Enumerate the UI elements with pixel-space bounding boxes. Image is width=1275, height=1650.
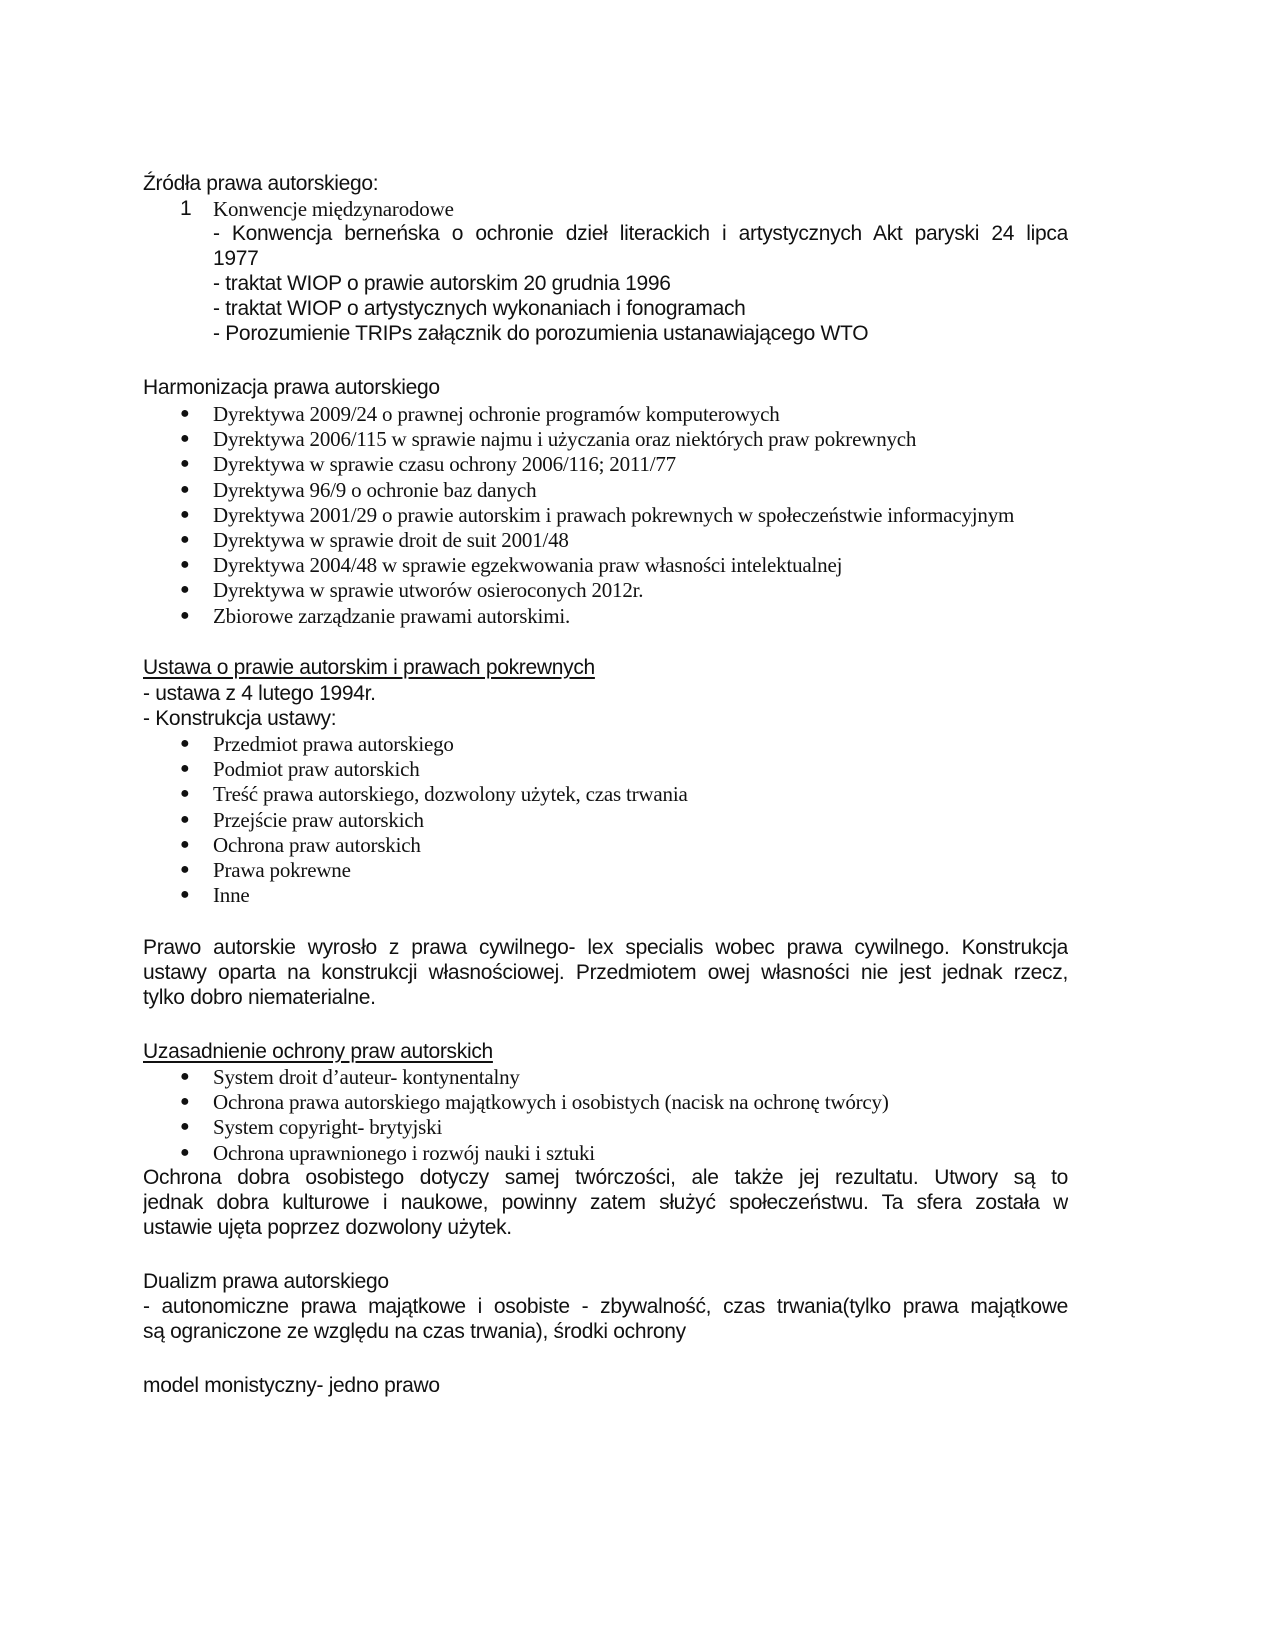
list-item: Ochrona prawa autorskiego majątkowych i osobistych (nacisk na ochronę twórcy) [213, 1090, 889, 1115]
paragraph-line: jednak dobra kulturowe i naukowe, powinny zatem służyć społeczeństwu. Ta sfera została w [143, 1191, 1068, 1214]
list-item: Dyrektywa 2009/24 o prawnej ochronie programów komputerowych [213, 402, 780, 426]
bullet-icon: ● [180, 760, 190, 778]
bullet-icon: ● [180, 556, 190, 574]
list-item: Inne [213, 883, 250, 908]
list-item: Dyrektywa w sprawie droit de suit 2001/48 [213, 528, 569, 552]
list-item: Prawa pokrewne [213, 858, 351, 882]
bullet-icon: ● [180, 505, 190, 523]
section-heading-justification: Uzasadnienie ochrony praw autorskich [143, 1040, 493, 1063]
bullet-icon: ● [180, 1068, 190, 1085]
list-number: 1 [180, 197, 192, 220]
list-item: Przejście praw autorskich [213, 807, 424, 832]
bullet-icon: ● [180, 810, 190, 828]
list-item: Zbiorowe zarządzanie prawami autorskimi. [213, 603, 571, 628]
list-item: Ochrona praw autorskich [213, 832, 421, 857]
list-item: Dyrektywa 96/9 o ochronie baz danych [213, 477, 537, 502]
list-item: Treść prawa autorskiego, dozwolony użytek, czas trwania [213, 782, 688, 807]
list-item: Przedmiot prawa autorskiego [213, 732, 454, 756]
bullet-icon: ● [180, 405, 190, 422]
text-line: są ograniczone ze względu na czas trwania), środki ochrony [143, 1320, 686, 1343]
paragraph-line: ustawy oparta na konstrukcji własnościowej. Przedmiotem owej własności nie jest jednak rzecz, [143, 961, 1068, 984]
list-item: System copyright- brytyjski [213, 1115, 443, 1140]
list-item: Dyrektywa 2006/115 w sprawie najmu i użyczania oraz niektórych praw pokrewnych [213, 427, 917, 452]
paragraph-line: tylko dobro niematerialne. [143, 986, 376, 1009]
bullet-icon: ● [180, 886, 190, 904]
paragraph-line: Ochrona dobra osobistego dotyczy samej twórczości, ale także jej rezultatu. Utwory są to [143, 1166, 1068, 1189]
text-line: - ustawa z 4 lutego 1994r. [143, 682, 376, 705]
text-line-monistic: model monistyczny- jedno prawo [143, 1374, 440, 1397]
list-item: Podmiot praw autorskich [213, 757, 420, 782]
text-line: - traktat WIOP o prawie autorskim 20 grudnia 1996 [213, 272, 671, 295]
text-line: - Konstrukcja ustawy: [143, 707, 337, 730]
list-item: Dyrektywa 2001/29 o prawie autorskim i prawach pokrewnych w społeczeństwie informacyjnym [213, 502, 1015, 527]
bullet-icon: ● [180, 835, 190, 853]
bullet-icon: ● [180, 455, 190, 473]
bullet-icon: ● [180, 861, 190, 878]
bullet-icon: ● [180, 430, 190, 448]
section-heading-harmonization: Harmonizacja prawa autorskiego [143, 376, 440, 399]
bullet-icon: ● [180, 1118, 190, 1136]
paragraph-line: Prawo autorskie wyrosło z prawa cywilnego- lex specialis wobec prawa cywilnego. Konstrukcja [143, 936, 1068, 959]
section-heading-act: Ustawa o prawie autorskim i prawach pokrewnych [143, 656, 595, 679]
text-line: - traktat WIOP o artystycznych wykonaniach i fonogramach [213, 297, 746, 320]
list-item-title: Konwencje międzynarodowe [213, 197, 454, 221]
text-line: 1977 [213, 247, 259, 270]
list-item: Dyrektywa 2004/48 w sprawie egzekwowania praw własności intelektualnej [213, 553, 843, 578]
bullet-icon: ● [180, 606, 190, 624]
list-item: Ochrona uprawnionego i rozwój nauki i sztuki [213, 1140, 595, 1165]
bullet-icon: ● [180, 1093, 190, 1111]
bullet-icon: ● [180, 531, 190, 548]
list-item: Dyrektywa w sprawie czasu ochrony 2006/116; 2011/77 [213, 452, 676, 477]
section-heading-sources: Źródła prawa autorskiego: [143, 172, 379, 195]
text-line: - Konwencja berneńska o ochronie dzieł literackich i artystycznych Akt paryski 24 lipca [213, 222, 1068, 245]
paragraph-line: ustawie ujęta poprzez dozwolony użytek. [143, 1216, 512, 1239]
list-item: Dyrektywa w sprawie utworów osieroconych 2012r. [213, 578, 644, 603]
text-line: - autonomiczne prawa majątkowe i osobiste - zbywalność, czas trwania(tylko prawa majątkowe [143, 1295, 1068, 1318]
bullet-icon: ● [180, 735, 190, 752]
text-line: - Porozumienie TRIPs załącznik do porozumienia ustanawiającego WTO [213, 322, 869, 345]
bullet-icon: ● [180, 581, 190, 599]
list-item: System droit d’auteur- kontynentalny [213, 1065, 520, 1089]
bullet-icon: ● [180, 1143, 190, 1161]
section-heading-dualism: Dualizm prawa autorskiego [143, 1270, 389, 1293]
bullet-icon: ● [180, 480, 190, 498]
bullet-icon: ● [180, 785, 190, 803]
